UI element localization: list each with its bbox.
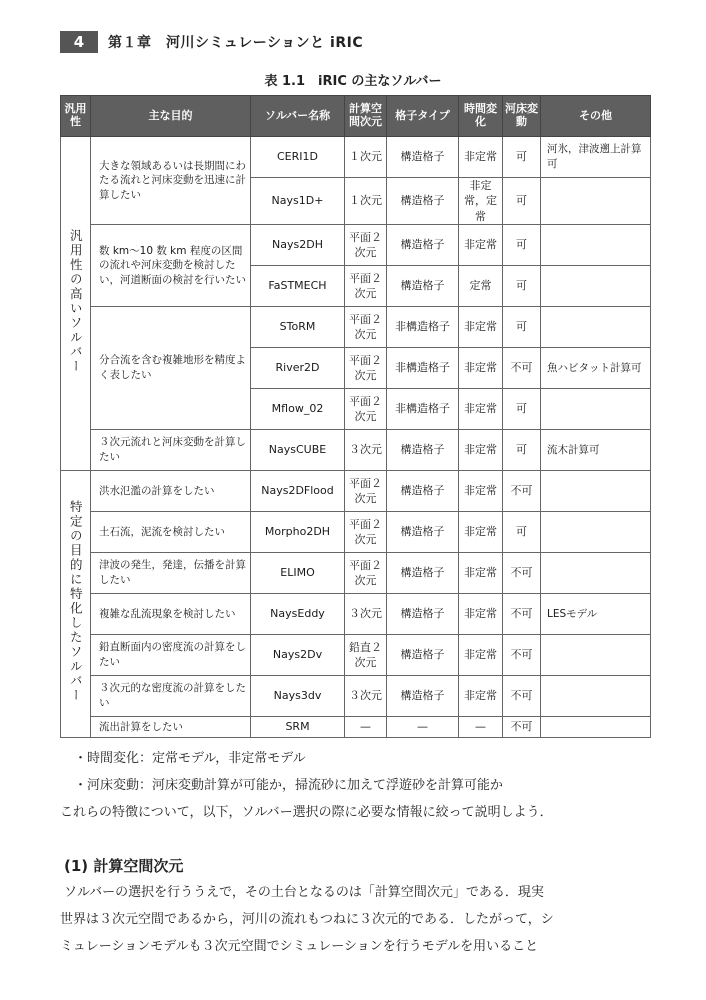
- column-header: 汎用性: [61, 96, 91, 137]
- grid-type-cell: 構造格子: [387, 512, 459, 553]
- purpose-cell: 津波の発生，発達，伝播を計算したい: [91, 553, 251, 594]
- bed-change-cell: 不可: [503, 635, 541, 676]
- grid-type-cell: 非構造格子: [387, 307, 459, 348]
- grid-type-cell: —: [387, 717, 459, 738]
- solver-name-cell: SToRM: [251, 307, 345, 348]
- column-header: 時間変化: [459, 96, 503, 137]
- page-number: 4: [60, 31, 98, 53]
- table-row: [61, 635, 651, 676]
- other-cell: [541, 178, 651, 225]
- dimension-cell: —: [345, 717, 387, 738]
- table-row: [61, 594, 651, 635]
- bed-change-cell: 可: [503, 307, 541, 348]
- solver-name-cell: Nays3dv: [251, 676, 345, 717]
- paragraph-line: ソルバーの選択を行ううえで，その土台となるのは「計算空間次元」である．現実: [64, 885, 544, 900]
- other-cell: [541, 717, 651, 738]
- dimension-cell: 平面２次元: [345, 471, 387, 512]
- dimension-cell: １次元: [345, 178, 387, 225]
- table-row: [61, 225, 651, 266]
- dimension-cell: 平面２次元: [345, 225, 387, 266]
- bed-change-cell: 可: [503, 266, 541, 307]
- time-change-cell: 非定常: [459, 635, 503, 676]
- bed-change-cell: 不可: [503, 676, 541, 717]
- table-row: [61, 471, 651, 512]
- grid-type-cell: 構造格子: [387, 137, 459, 178]
- time-change-cell: 非定常: [459, 594, 503, 635]
- dimension-cell: ３次元: [345, 430, 387, 471]
- bed-change-cell: 可: [503, 137, 541, 178]
- purpose-cell: 流出計算をしたい: [91, 717, 251, 738]
- purpose-cell: ３次元流れと河床変動を計算したい: [91, 430, 251, 471]
- solver-name-cell: NaysCUBE: [251, 430, 345, 471]
- bed-change-cell: 不可: [503, 553, 541, 594]
- time-change-cell: 非定常: [459, 471, 503, 512]
- paragraph-line: 世界は３次元空間であるから，河川の流れもつねに３次元的である．したがって，シ: [60, 912, 554, 927]
- bed-change-cell: 不可: [503, 348, 541, 389]
- table-row: [61, 137, 651, 178]
- dimension-cell: 平面２次元: [345, 389, 387, 430]
- purpose-cell: ３次元的な密度流の計算をしたい: [91, 676, 251, 717]
- table-row: [61, 553, 651, 594]
- grid-type-cell: 構造格子: [387, 266, 459, 307]
- other-cell: [541, 635, 651, 676]
- solver-name-cell: Nays2Dv: [251, 635, 345, 676]
- category-cell: [61, 471, 91, 738]
- time-change-cell: —: [459, 717, 503, 738]
- other-cell: [541, 676, 651, 717]
- solver-name-cell: River2D: [251, 348, 345, 389]
- other-cell: [541, 307, 651, 348]
- dimension-cell: 鉛直２次元: [345, 635, 387, 676]
- time-change-cell: 非定常: [459, 676, 503, 717]
- table-row: [61, 676, 651, 717]
- solver-name-cell: Nays1D+: [251, 178, 345, 225]
- grid-type-cell: 構造格子: [387, 676, 459, 717]
- time-change-cell: 非定常: [459, 512, 503, 553]
- grid-type-cell: 構造格子: [387, 553, 459, 594]
- column-header: 主な目的: [91, 96, 251, 137]
- bed-change-cell: 可: [503, 225, 541, 266]
- column-header: 河床変動: [503, 96, 541, 137]
- category-cell: [61, 137, 91, 471]
- other-cell: 流木計算可: [541, 430, 651, 471]
- column-header: ソルバー名称: [251, 96, 345, 137]
- purpose-cell: 大きな領域あるいは長期間にわたる流れと河床変動を迅速に計算したい: [91, 137, 251, 225]
- purpose-cell: 洪水氾濫の計算をしたい: [91, 471, 251, 512]
- section-heading: (1) 計算空間次元: [64, 857, 184, 875]
- solver-name-cell: FaSTMECH: [251, 266, 345, 307]
- solver-table: [60, 95, 651, 738]
- chapter-title: 第１章 河川シミュレーションと iRIC: [108, 35, 364, 51]
- solver-name-cell: SRM: [251, 717, 345, 738]
- solver-name-cell: Morpho2DH: [251, 512, 345, 553]
- other-cell: 河氷，津波遡上計算可: [541, 137, 651, 178]
- paragraph: これらの特徴について，以下，ソルバー選択の際に必要な情報に絞って説明しよう．: [60, 805, 553, 820]
- dimension-cell: 平面２次元: [345, 266, 387, 307]
- purpose-cell: 数 km～10 数 km 程度の区間の流れや河床変動を検討したい，河道断面の検討を行いたい: [91, 225, 251, 307]
- other-cell: [541, 471, 651, 512]
- category-label: 汎用性の高いソルバー: [68, 228, 84, 374]
- dimension-cell: 平面２次元: [345, 512, 387, 553]
- time-change-cell: 非定常: [459, 389, 503, 430]
- dimension-cell: １次元: [345, 137, 387, 178]
- category-label: 特定の目的に特化したソルバー: [68, 500, 84, 704]
- time-change-cell: 定常: [459, 266, 503, 307]
- other-cell: [541, 512, 651, 553]
- solver-name-cell: Nays2DFlood: [251, 471, 345, 512]
- bullet-time-change: ・時間変化：定常モデル，非定常モデル: [74, 751, 306, 766]
- grid-type-cell: 構造格子: [387, 225, 459, 266]
- table-row: [61, 512, 651, 553]
- table-caption: 表 1.1 iRIC の主なソルバー: [264, 74, 442, 89]
- page-header: [60, 30, 363, 54]
- other-cell: [541, 225, 651, 266]
- grid-type-cell: 構造格子: [387, 635, 459, 676]
- table-header-row: [61, 96, 651, 137]
- purpose-cell: 土石流，泥流を検討したい: [91, 512, 251, 553]
- column-header: 計算空間次元: [345, 96, 387, 137]
- purpose-cell: 分合流を含む複雑地形を精度よく表したい: [91, 307, 251, 430]
- column-header: その他: [541, 96, 651, 137]
- dimension-cell: ３次元: [345, 594, 387, 635]
- grid-type-cell: 構造格子: [387, 471, 459, 512]
- bed-change-cell: 不可: [503, 717, 541, 738]
- solver-name-cell: Nays2DH: [251, 225, 345, 266]
- grid-type-cell: 構造格子: [387, 178, 459, 225]
- time-change-cell: 非定常: [459, 225, 503, 266]
- solver-name-cell: NaysEddy: [251, 594, 345, 635]
- other-cell: 魚ハビタット計算可: [541, 348, 651, 389]
- solver-name-cell: CERI1D: [251, 137, 345, 178]
- solver-name-cell: ELIMO: [251, 553, 345, 594]
- grid-type-cell: 非構造格子: [387, 389, 459, 430]
- other-cell: LESモデル: [541, 594, 651, 635]
- time-change-cell: 非定常，定常: [459, 178, 503, 225]
- column-header: 格子タイプ: [387, 96, 459, 137]
- dimension-cell: ３次元: [345, 676, 387, 717]
- table-row: [61, 717, 651, 738]
- time-change-cell: 非定常: [459, 307, 503, 348]
- table-row: [61, 430, 651, 471]
- dimension-cell: 平面２次元: [345, 348, 387, 389]
- time-change-cell: 非定常: [459, 553, 503, 594]
- dimension-cell: 平面２次元: [345, 307, 387, 348]
- bed-change-cell: 可: [503, 512, 541, 553]
- dimension-cell: 平面２次元: [345, 553, 387, 594]
- grid-type-cell: 構造格子: [387, 430, 459, 471]
- grid-type-cell: 非構造格子: [387, 348, 459, 389]
- bed-change-cell: 不可: [503, 594, 541, 635]
- time-change-cell: 非定常: [459, 430, 503, 471]
- time-change-cell: 非定常: [459, 348, 503, 389]
- bed-change-cell: 不可: [503, 471, 541, 512]
- other-cell: [541, 389, 651, 430]
- bed-change-cell: 可: [503, 178, 541, 225]
- bullet-bed-change: ・河床変動：河床変動計算が可能か，掃流砂に加えて浮遊砂を計算可能か: [74, 778, 504, 793]
- paragraph-line: ミュレーションモデルも３次元空間でシミュレーションを行うモデルを用いること: [60, 939, 539, 954]
- table-body: [61, 137, 651, 738]
- time-change-cell: 非定常: [459, 137, 503, 178]
- solver-name-cell: Mflow_02: [251, 389, 345, 430]
- purpose-cell: 複雑な乱流現象を検討したい: [91, 594, 251, 635]
- bed-change-cell: 可: [503, 389, 541, 430]
- bed-change-cell: 可: [503, 430, 541, 471]
- other-cell: [541, 266, 651, 307]
- table-row: [61, 307, 651, 348]
- other-cell: [541, 553, 651, 594]
- grid-type-cell: 構造格子: [387, 594, 459, 635]
- purpose-cell: 鉛直断面内の密度流の計算をしたい: [91, 635, 251, 676]
